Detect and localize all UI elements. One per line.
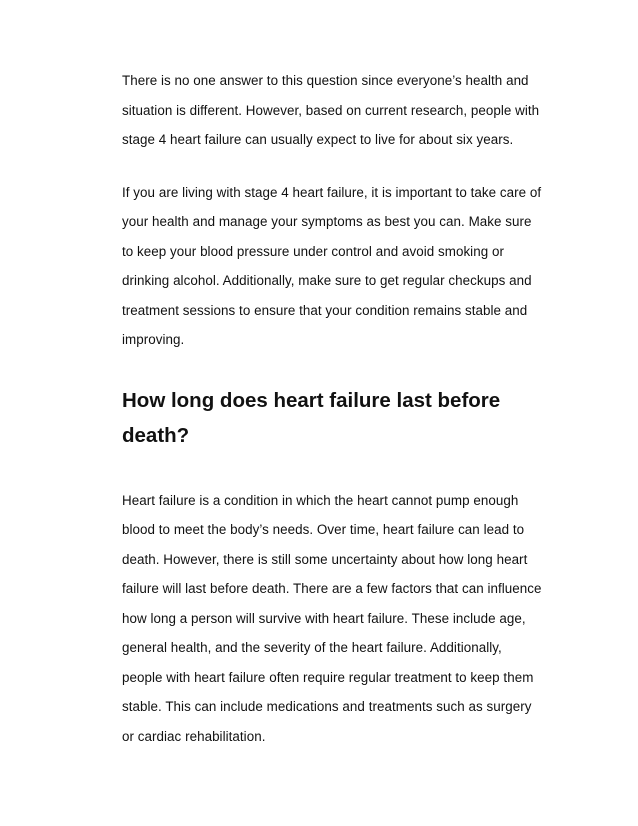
text-line: or cardiac rehabilitation. (122, 728, 266, 744)
text-line: stable. This can include medications and treatments such as surgery (122, 699, 532, 714)
text-line: stage 4 heart failure can usually expect to live for about six years. (122, 132, 514, 147)
heading-line: death? (122, 423, 190, 447)
text-line: Heart failure is a condition in which the heart cannot pump enough (122, 492, 519, 508)
text-line: death. However, there is still some uncertainty about how long heart (122, 551, 528, 567)
paragraph-heart-failure (122, 486, 592, 752)
text-line: There is no one answer to this question since everyone’s health and (122, 73, 529, 88)
document-content (122, 66, 592, 751)
text-line: drinking alcohol. Additionally, make sure to get regular checkups and (122, 273, 532, 288)
text-line: people with heart failure often require regular treatment to keep them (122, 669, 534, 685)
text-line: situation is different. However, based on current research, people with (122, 102, 540, 118)
paragraph-intro (122, 66, 592, 155)
paragraph-advice (122, 178, 592, 355)
text-line: treatment sessions to ensure that your condition remains stable and (122, 302, 528, 318)
text-line: to keep your blood pressure under control and avoid smoking or (122, 243, 504, 259)
text-line: your health and manage your symptoms as best you can. Make sure (122, 214, 532, 229)
text-line: failure will last before death. There are a few factors that can influence (122, 581, 542, 596)
text-line: improving. (122, 332, 185, 347)
heading-line: How long does heart failure last before (122, 388, 501, 412)
text-line: If you are living with stage 4 heart failure, it is important to take care of (122, 184, 542, 200)
text-line: blood to meet the body’s needs. Over time, heart failure can lead to (122, 522, 525, 537)
section-heading (122, 383, 592, 453)
text-line: how long a person will survive with heart failure. These include age, (122, 610, 526, 626)
text-line: general health, and the severity of the heart failure. Additionally, (122, 640, 502, 655)
